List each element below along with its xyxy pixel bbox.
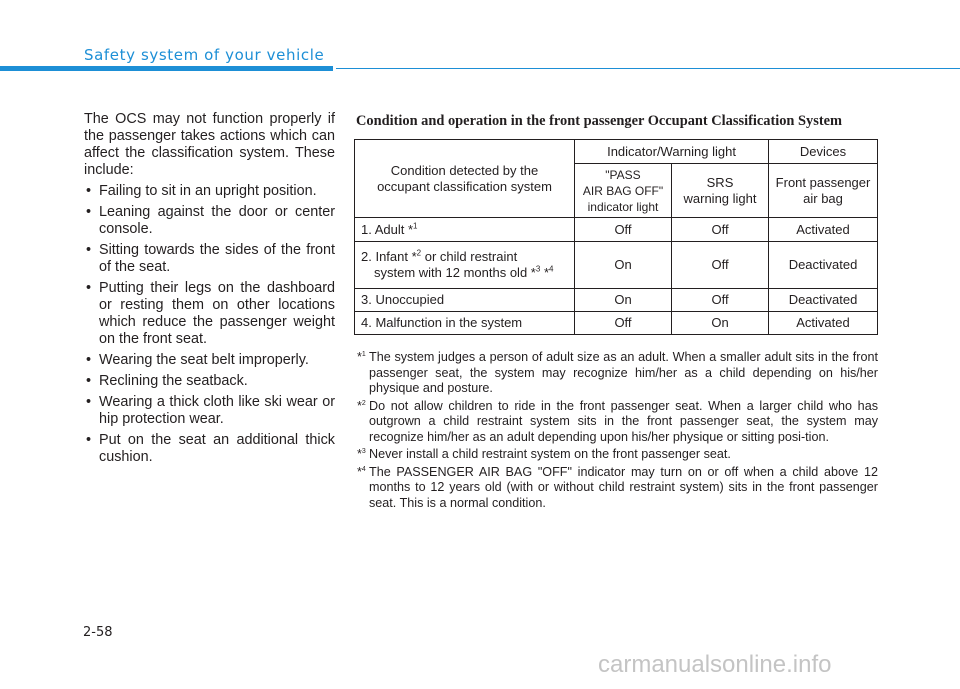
footnote-text: Never install a child restraint system on the front passenger seat. bbox=[369, 447, 731, 461]
list-item-text: Failing to sit in an upright position. bbox=[99, 183, 317, 199]
condition-cell: 1. Adult *$^1$ bbox=[355, 218, 575, 242]
indicator-group-header: Indicator/Warning light bbox=[575, 140, 769, 164]
table-row bbox=[355, 242, 878, 289]
list-item-text: Wearing the seat belt improperly. bbox=[99, 352, 309, 368]
footnotes bbox=[357, 350, 878, 513]
airbag-cell: Deactivated bbox=[769, 242, 878, 289]
pass-cell: On bbox=[575, 289, 672, 312]
bullet-list bbox=[84, 183, 335, 466]
bullet-icon: • bbox=[86, 280, 92, 296]
bullet-icon: • bbox=[86, 204, 92, 220]
condition-cell: 3. Unoccupied bbox=[355, 289, 575, 312]
list-item-text: Wearing a thick cloth like ski wear or hip protection wear. bbox=[99, 394, 335, 427]
pass-cell: Off bbox=[575, 218, 672, 242]
airbag-cell: Activated bbox=[769, 312, 878, 335]
footnote: *$^2$ Do not allow children to ride in the front passenger seat. When a larger child who has outgrown a child restraint system sits in the front passenger seat, the system may recognize him/her as an adult depending upon his/her physique or sitting posi-tion. bbox=[357, 398, 878, 444]
list-item-text: Reclining the seatback. bbox=[99, 373, 248, 389]
srs-cell: Off bbox=[672, 218, 769, 242]
airbag-cell: Activated bbox=[769, 218, 878, 242]
bullet-icon: • bbox=[86, 432, 92, 448]
list-item-text: Put on the seat an additional thick cushion. bbox=[99, 432, 335, 465]
srs-warning-header: SRS warning light bbox=[672, 164, 769, 218]
table-row bbox=[355, 218, 878, 242]
list-item bbox=[84, 204, 335, 238]
watermark: carmanualsonline.info bbox=[598, 651, 832, 678]
pass-indicator-header: "PASS AIR BAG OFF" indicator light bbox=[575, 164, 672, 218]
table-row bbox=[355, 312, 878, 335]
condition-cell: 4. Malfunction in the system bbox=[355, 312, 575, 335]
footnote: *$^4$ The PASSENGER AIR BAG "OFF" indicator may turn on or off when a child above 12 months to 12 years old (with or without child restraint system) sits in the front passenger seat. This is a normal condition. bbox=[357, 464, 878, 510]
table-heading: Condition and operation in the front passenger Occupant Classification System bbox=[356, 113, 842, 129]
section-title: Safety system of your vehicle bbox=[84, 46, 325, 64]
list-item-text: Putting their legs on the dashboard or resting them on other locations which reduce the passenger weight on the front seat. bbox=[99, 280, 335, 347]
footnote-text: Do not allow children to ride in the front passenger seat. When a larger child who has outgrown a child restraint system sits in the front passenger seat, the system may recognize him/her as an adult depending upon his/her physique or sitting posi-tion. bbox=[369, 398, 878, 444]
bullet-icon: • bbox=[86, 394, 92, 410]
intro-paragraph: The OCS may not function properly if the passenger takes actions which can affect the classification system. These include: bbox=[84, 111, 335, 178]
airbag-cell: Deactivated bbox=[769, 289, 878, 312]
list-item bbox=[84, 352, 335, 369]
footnote: *$^1$ The system judges a person of adult size as an adult. When a smaller adult sits in the front passenger seat, the system may recognize him/her as a child depending on his/her physique and posture. bbox=[357, 350, 878, 395]
bullet-icon: • bbox=[86, 242, 92, 258]
bullet-icon: • bbox=[86, 373, 92, 389]
table-header-row bbox=[355, 140, 878, 164]
list-item bbox=[84, 183, 335, 200]
list-item-text: Leaning against the door or center console. bbox=[99, 204, 335, 237]
list-item bbox=[84, 242, 335, 276]
bullet-icon: • bbox=[86, 183, 92, 199]
ocs-table bbox=[354, 139, 878, 335]
header-rule-thin bbox=[336, 68, 960, 69]
condition-header: Condition detected by the occupant classification system bbox=[355, 140, 575, 218]
page-number: 2-58 bbox=[83, 625, 113, 640]
footnote-text: The PASSENGER AIR BAG "OFF" indicator may turn on or off when a child above 12 months to 12 years old (with or without child restraint system) sits in the front passenger seat. This is a normal condition. bbox=[369, 464, 878, 510]
devices-group-header: Devices bbox=[769, 140, 878, 164]
bullet-icon: • bbox=[86, 352, 92, 368]
srs-cell: On bbox=[672, 312, 769, 335]
table-row bbox=[355, 289, 878, 312]
left-column bbox=[84, 111, 335, 470]
footnote: *$^3$ Never install a child restraint system on the front passenger seat. bbox=[357, 447, 731, 461]
footnote-text: The system judges a person of adult size as an adult. When a smaller adult sits in the front passenger seat, the system may recognize him/her as a child depending on his/her physique and posture. bbox=[369, 350, 878, 395]
list-item bbox=[84, 394, 335, 428]
list-item-text: Sitting towards the sides of the front of the seat. bbox=[99, 242, 335, 275]
srs-cell: Off bbox=[672, 242, 769, 289]
list-item bbox=[84, 373, 335, 390]
pass-cell: On bbox=[575, 242, 672, 289]
header-rule-thick bbox=[0, 66, 333, 71]
list-item bbox=[84, 432, 335, 466]
srs-cell: Off bbox=[672, 289, 769, 312]
pass-cell: Off bbox=[575, 312, 672, 335]
front-airbag-header: Front passenger air bag bbox=[769, 164, 878, 218]
condition-cell: 2. Infant *$^2$ or child restraint system with 12 months old *$^3$ *$^4$ bbox=[355, 242, 575, 289]
list-item bbox=[84, 280, 335, 348]
